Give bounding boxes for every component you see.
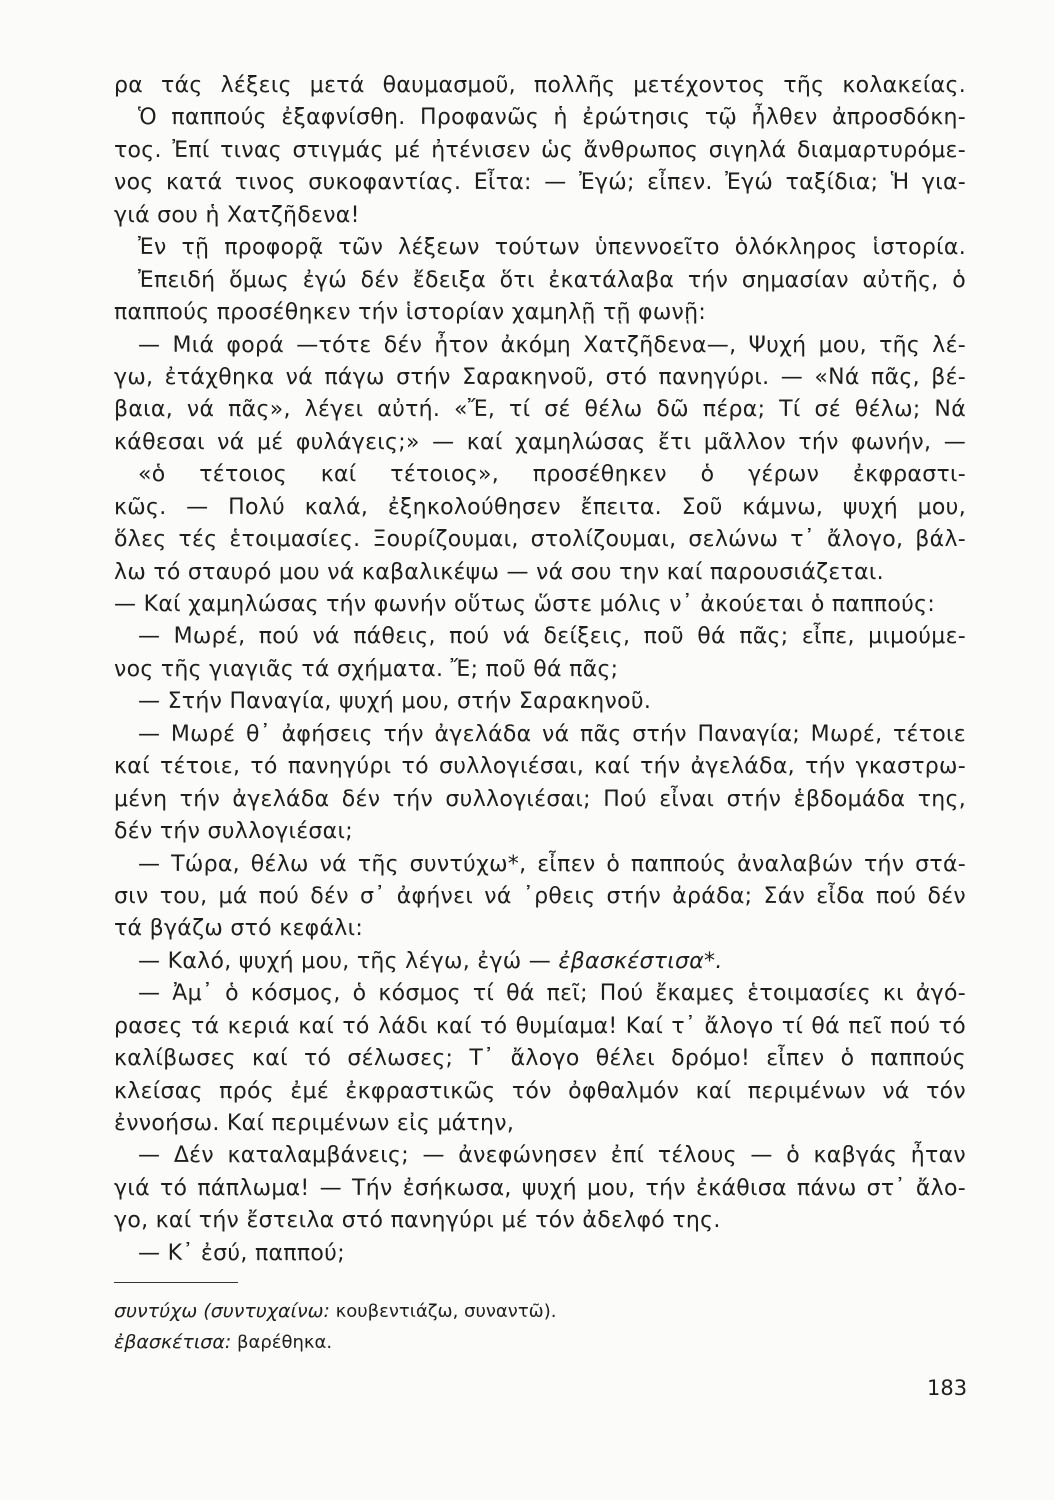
text-line-start: — Καλό, ψυχή μου, τῆς λέγω, ἐγώ — (138, 948, 559, 974)
text-line (114, 946, 966, 978)
footnote-gloss: κουβεντιάζω, συναντῶ). (329, 1301, 557, 1322)
text-line: ὅλες τές ἑτοιμασίες. Ξουρίζουμαι, στολίζουμαι, σελώνω τ᾽ ἄλογο, βάλ- (114, 527, 966, 553)
text-line: — Δέν καταλαμβάνεις; — ἀνεφώνησεν ἐπί τέλους — ὁ καβγάς ἦταν (138, 1143, 966, 1169)
text-line: τά βγάζω στό κεφάλι: (114, 916, 364, 942)
text-line: μένη τήν ἀγελάδα δέν τήν συλλογιέσαι; Πού εἶναι στήν ἑβδομάδα της, (114, 786, 966, 812)
text-line: καλίβωσες καί τό σέλωσες; Τ᾽ ἄλογο θέλει δρόμο! εἶπεν ὁ παππούς (114, 1046, 966, 1072)
footnote-divider (114, 1282, 238, 1283)
text-line: — Μιά φορά —τότε δέν ἦτον ἀκόμη Χατζῆδενα—, Ψυχή μου, τῆς λέ- (138, 332, 966, 358)
text-line: νος κατά τινος συκοφαντίας. Εἶτα: — Ἐγώ; εἶπεν. Ἐγώ ταξίδια; Ἡ για- (114, 170, 966, 196)
text-line: νος τῆς γιαγιᾶς τά σχήματα. Ἔ; ποῦ θά πᾶς; (114, 656, 619, 682)
text-line: ρα τάς λέξεις μετά θαυμασμοῦ, πολλῆς μετέχοντος τῆς κολακείας. (114, 73, 966, 98)
footnote (114, 1296, 914, 1327)
text-line: σιν του, μά πού δέν σ᾽ ἀφήνει νά ᾽ρθεις στήν ἀράδα; Σάν εἶδα πού δέν (114, 883, 966, 909)
footnote-term: ἐβασκέτισα: (114, 1331, 232, 1353)
text-line: — Τώρα, θέλω νά τῆς συντύχω*, εἶπεν ὁ παππούς ἀναλαβών τήν στά- (138, 851, 966, 877)
text-line: παππούς προσέθηκεν τήν ἱστορίαν χαμηλῇ τῇ φωνῇ: (114, 300, 707, 326)
text-line: γο, καί τήν ἔστειλα στό πανηγύρι μέ τόν ἀδελφό της. (114, 1208, 721, 1234)
footnote-gloss: βαρέθηκα. (231, 1332, 333, 1353)
footnotes (114, 1296, 914, 1358)
italic-word: ἐβασκέστισα*. (558, 948, 723, 974)
text-line: γω, ἐτάχθηκα νά πάγω στήν Σαρακηνοῦ, στό πανηγύρι. — «Νά πᾶς, βέ- (114, 364, 966, 390)
text-line: — Μωρέ θ᾽ ἀφήσεις τήν ἀγελάδα νά πᾶς στήν Παναγία; Μωρέ, τέτοιε (138, 721, 966, 747)
text-line: Ἐπειδή ὅμως ἐγώ δέν ἔδειξα ὅτι ἐκατάλαβα τήν σημασίαν αὐτῆς, ὁ (138, 267, 966, 293)
text-line: δέν τήν συλλογιέσαι; (114, 819, 353, 845)
text-line: γιά τό πάπλωμα! — Τήν ἐσήκωσα, ψυχή μου, τήν ἐκάθισα πάνω στ᾽ ἄλο- (114, 1175, 966, 1201)
text-line: Ἐν τῇ προφορᾷ τῶν λέξεων τούτων ὑπεννοεῖτο ὁλόκληρος ἱστορία. (138, 235, 966, 261)
text-line: «ὁ τέτοιος καί τέτοιος», προσέθηκεν ὁ γέρων ἐκφραστι- (138, 462, 966, 488)
text-line: κλείσας πρός ἐμέ ἐκφραστικῶς τόν ὀφθαλμόν καί περιμένων νά τόν (114, 1078, 966, 1104)
text-line: ἐννοήσω. Καί περιμένων εἰς μάτην, (114, 1111, 515, 1136)
text-line: γιά σου ἡ Χατζῆδενα! (114, 202, 360, 228)
page-number: 183 (927, 1376, 968, 1400)
text-line: λω τό σταυρό μου νά καβαλικέψω — νά σου την καί παρουσιάζεται. (114, 559, 884, 585)
text-line: — Κ᾽ ἐσύ, παππού; (138, 1240, 345, 1266)
text-line: καί τέτοιε, τό πανηγύρι τό συλλογιέσαι, καί τήν ἀγελάδα, τήν γκαστρω- (114, 754, 966, 780)
text-line: τος. Ἐπί τινας στιγμάς μέ ἠτένισεν ὡς ἄνθρωπος σιγηλά διαμαρτυρόμε- (114, 137, 966, 163)
text-line: — Στήν Παναγία, ψυχή μου, στήν Σαρακηνοῦ. (138, 689, 652, 715)
text-line: ρασες τά κεριά καί τό λάδι καί τό θυμίαμα! Καί τ᾽ ἄλογο τί θά πεῖ πού τό (114, 1013, 966, 1039)
body-text (114, 70, 966, 1270)
footnote-term: συντύχω (συντυχαίνω: (114, 1300, 330, 1322)
text-line: βαια, νά πᾶς», λέγει αὐτή. «Ἔ, τί σέ θέλω δῶ πέρα; Τί σέ θέλω; Νά (114, 397, 966, 423)
text-line: κῶς. — Πολύ καλά, ἐξηκολούθησεν ἔπειτα. Σοῦ κάμνω, ψυχή μου, (114, 494, 966, 520)
text-line: — Μωρέ, πού νά πάθεις, πού νά δείξεις, ποῦ θά πᾶς; εἶπε, μιμούμε- (138, 624, 966, 650)
text-line: — Ἀμ᾽ ὁ κόσμος, ὁ κόσμος τί θά πεῖ; Πού ἔκαμες ἑτοιμασίες κι ἀγό- (138, 981, 966, 1007)
text-line: Ὁ παππούς ἐξαφνίσθη. Προφανῶς ἡ ἐρώτησις τῷ ἦλθεν ἀπροσδόκη- (138, 105, 966, 131)
footnote (114, 1327, 914, 1358)
text-line: — Καί χαμηλώσας τήν φωνήν οὕτως ὥστε μόλις ν᾽ ἀκούεται ὁ παππούς: (114, 592, 936, 617)
text-line: κάθεσαι νά μέ φυλάγεις;» — καί χαμηλώσας ἔτι μᾶλλον τήν φωνήν, — (114, 429, 966, 455)
